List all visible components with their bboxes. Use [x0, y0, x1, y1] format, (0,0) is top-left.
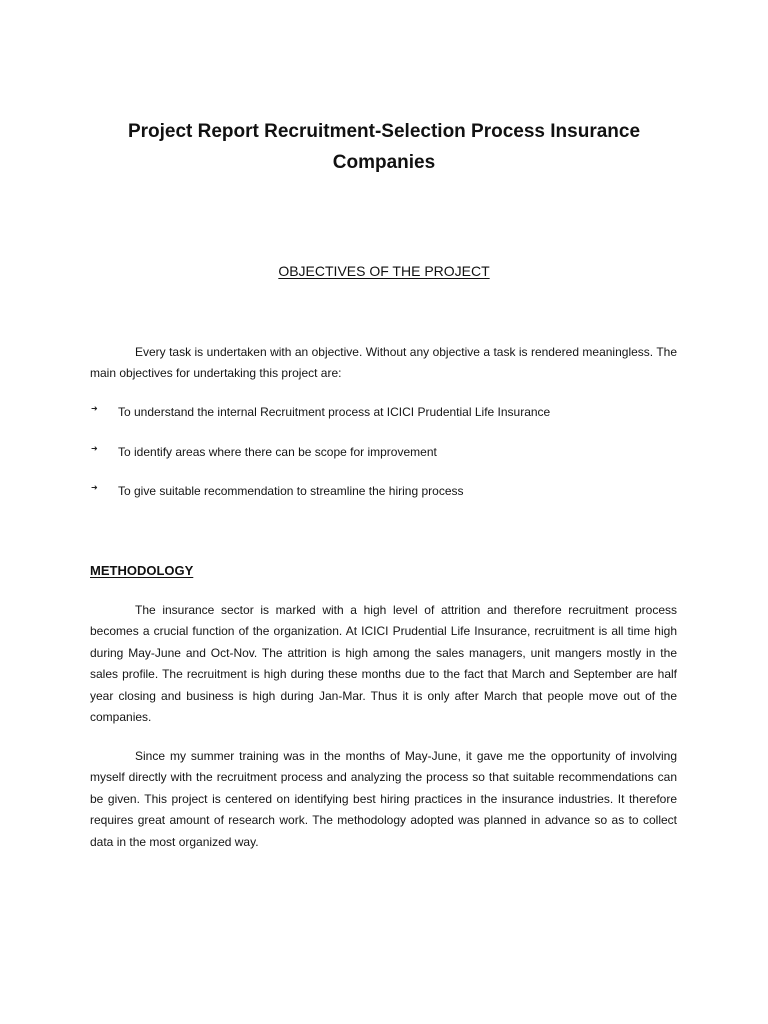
arrow-bullet-icon: ➜	[91, 483, 98, 492]
arrow-bullet-icon: ➜	[91, 404, 98, 413]
methodology-paragraph: Since my summer training was in the months of May-June, it gave me the opportunity of involving myself directly with the recruitment process and analyzing the process so that suitable recommendations can be given. This project is centered on identifying best hiring practices in the insurance industries. It therefore requires great amount of research work. The methodology adopted was planned in advance so as to collect data in the most organized way.	[90, 749, 677, 849]
list-item	[90, 402, 680, 442]
intro-paragraph: Every task is undertaken with an objective. Without any objective a task is rendered meaningless. The main objectives for undertaking this project are:	[90, 345, 677, 381]
document-title: Project Report Recruitment-Selection Process Insurance Companies	[127, 121, 641, 173]
methodology-heading: METHODOLOGY	[90, 563, 194, 578]
objective-text: To understand the internal Recruitment process at ICICI Prudential Life Insurance	[118, 405, 551, 419]
objectives-heading	[90, 261, 678, 281]
objectives-heading-text: OBJECTIVES OF THE PROJECT	[278, 263, 490, 279]
objective-text: To give suitable recommendation to streamline the hiring process	[118, 484, 464, 498]
list-item	[90, 481, 680, 521]
objectives-list	[90, 402, 680, 521]
methodology-paragraph: The insurance sector is marked with a high level of attrition and therefore recruitment process becomes a crucial function of the organization. At ICICI Prudential Life Insurance, recruitment is all time high during May-June and Oct-Nov. The attrition is high among the sales managers, unit mangers mostly in the sales profile. The recruitment is high during these months due to the fact that March and September are half year closing and business is high during Jan-Mar. Thus it is only after March that people move out of the companies.	[90, 603, 677, 725]
arrow-bullet-icon: ➜	[91, 443, 98, 453]
list-item	[90, 442, 680, 482]
objective-text: To identify areas where there can be scope for improvement	[118, 444, 437, 459]
